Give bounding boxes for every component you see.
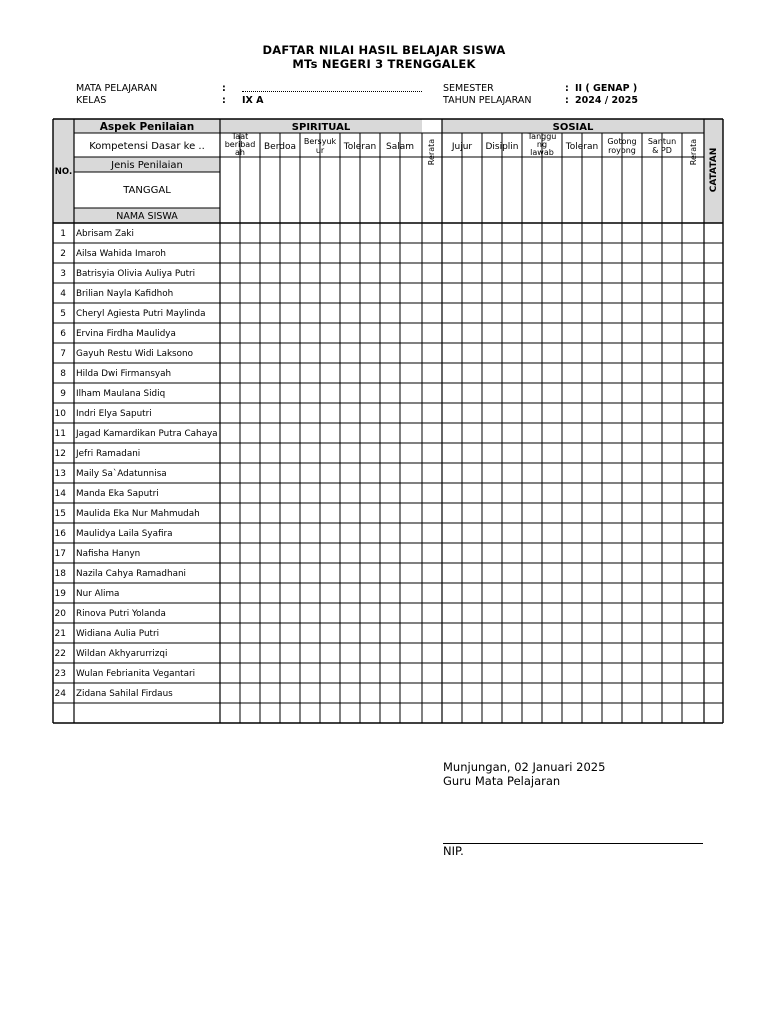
year-label: TAHUN PELAJARAN: [443, 95, 532, 106]
spiritual-header: SPIRITUAL: [291, 122, 351, 133]
student-name: Maulidya Laila Syafira: [76, 529, 173, 539]
row-number: 18: [54, 569, 66, 579]
aspek-header: Aspek Penilaian: [99, 121, 195, 133]
row-number: 23: [54, 669, 66, 679]
semester-colon: :: [565, 83, 569, 94]
student-name: Wildan Akhyarurrizqi: [76, 649, 168, 659]
row-number: 10: [54, 409, 66, 419]
student-name: Brilian Nayla Kafidhoh: [76, 289, 174, 299]
row-number: 14: [54, 489, 66, 499]
sosial-item-header: lawab: [530, 148, 554, 157]
student-name: Nazila Cahya Ramadhani: [76, 569, 187, 579]
student-name: Ailsa Wahida Imaroh: [76, 249, 166, 259]
student-name: Cheryl Agiesta Putri Maylinda: [76, 309, 206, 319]
student-name: Rinova Putri Yolanda: [76, 609, 166, 619]
school-name: MTs NEGERI 3 TRENGGALEK: [292, 57, 476, 71]
row-number: 3: [60, 269, 66, 279]
row-number: 12: [54, 449, 66, 459]
sosial-item-header: Jujur: [451, 142, 473, 152]
sosial-item-header: Gotong: [607, 137, 637, 146]
row-number: 16: [54, 529, 66, 539]
row-number: 1: [60, 229, 66, 239]
spiritual-item-header: Toleran: [343, 142, 377, 152]
document-title: DAFTAR NILAI HASIL BELAJAR SISWA: [262, 43, 506, 57]
spiritual-item-header: Taat: [231, 132, 249, 141]
row-number: 20: [54, 609, 66, 619]
student-name: Zidana Sahilal Firdaus: [76, 689, 173, 699]
student-name: Maily Sa`Adatunnisa: [76, 469, 167, 479]
student-name: Hilda Dwi Firmansyah: [76, 369, 172, 379]
row-number: 9: [60, 389, 66, 399]
jenis-header: Jenis Penilaian: [111, 160, 183, 171]
nip-label: NIP.: [443, 844, 464, 858]
student-name: Widiana Aulia Putri: [76, 629, 160, 639]
student-name: Nafisha Hanyn: [76, 549, 141, 559]
semester-value: II ( GENAP ): [575, 83, 638, 94]
student-name: Ilham Maulana Sidiq: [76, 389, 166, 399]
student-name: Jagad Kamardikan Putra Cahaya: [76, 429, 218, 439]
class-value: IX A: [242, 95, 264, 106]
student-name: Jefri Ramadani: [76, 449, 141, 459]
sosial-item-header: Toleran: [565, 142, 599, 152]
kompetensi-header: Kompetensi Dasar ke ..: [89, 141, 205, 152]
row-number: 8: [60, 369, 66, 379]
no-header: NO.: [54, 167, 73, 177]
student-name: Batrisyia Olivia Auliya Putri: [76, 269, 196, 279]
signature-place-date: Munjungan, 02 Januari 2025: [443, 760, 606, 774]
sosial-item-header: royong: [608, 146, 636, 155]
student-name: Manda Eka Saputri: [76, 489, 159, 499]
row-number: 4: [60, 289, 66, 299]
spiritual-item-header: Salam: [385, 142, 415, 152]
student-name: Wulan Febrianita Vegantari: [76, 669, 196, 679]
row-number: 5: [60, 309, 66, 319]
year-colon: :: [565, 95, 569, 106]
semester-label: SEMESTER: [443, 83, 494, 94]
row-number: 19: [54, 589, 66, 599]
student-name: Nur Alima: [76, 589, 120, 599]
row-number: 24: [54, 689, 66, 699]
signature-role: Guru Mata Pelajaran: [443, 774, 561, 788]
row-number: 13: [54, 469, 66, 479]
subject-colon: :: [222, 83, 226, 94]
row-number: 17: [54, 549, 66, 559]
subject-label: MATA PELAJARAN: [76, 83, 158, 94]
row-number: 21: [54, 629, 66, 639]
year-value: 2024 / 2025: [575, 95, 638, 106]
student-name: Abrisam Zaki: [76, 229, 134, 239]
row-number: 22: [54, 649, 66, 659]
student-name: Ervina Firdha Maulidya: [76, 329, 176, 339]
spiritual-item-header: ah: [235, 148, 245, 157]
row-number: 7: [60, 349, 66, 359]
sosial-item-header: Disiplin: [485, 142, 519, 152]
spiritual-item-header: Berdoa: [264, 142, 296, 152]
student-name: Maulida Eka Nur Mahmudah: [76, 509, 200, 519]
spiritual-item-header: beribad: [224, 140, 256, 149]
row-number: 11: [54, 429, 66, 439]
student-name: Gayuh Restu Widi Laksono: [76, 349, 193, 359]
row-number: 2: [60, 249, 66, 259]
catatan-header: CATATAN: [709, 147, 719, 193]
spiritual-rerata-header: Rerata: [427, 138, 436, 166]
class-label: KELAS: [76, 95, 107, 106]
row-number: 15: [54, 509, 66, 519]
sosial-rerata-header: Rerata: [689, 138, 698, 166]
nama-header: NAMA SISWA: [116, 211, 178, 222]
tanggal-header: TANGGAL: [123, 185, 171, 196]
sosial-item-header: Tanggu: [527, 132, 557, 141]
sosial-header: SOSIAL: [552, 122, 594, 133]
spiritual-item-header: ur: [315, 146, 325, 155]
student-name: Indri Elya Saputri: [76, 409, 152, 419]
sosial-item-header: Santun: [647, 137, 677, 146]
sosial-item-header: & PD: [652, 146, 672, 155]
row-number: 6: [60, 329, 66, 339]
spiritual-item-header: Bersyuk: [303, 137, 337, 146]
signature-line: [443, 843, 703, 844]
class-colon: :: [222, 95, 226, 106]
sosial-item-header: ng: [536, 140, 548, 149]
